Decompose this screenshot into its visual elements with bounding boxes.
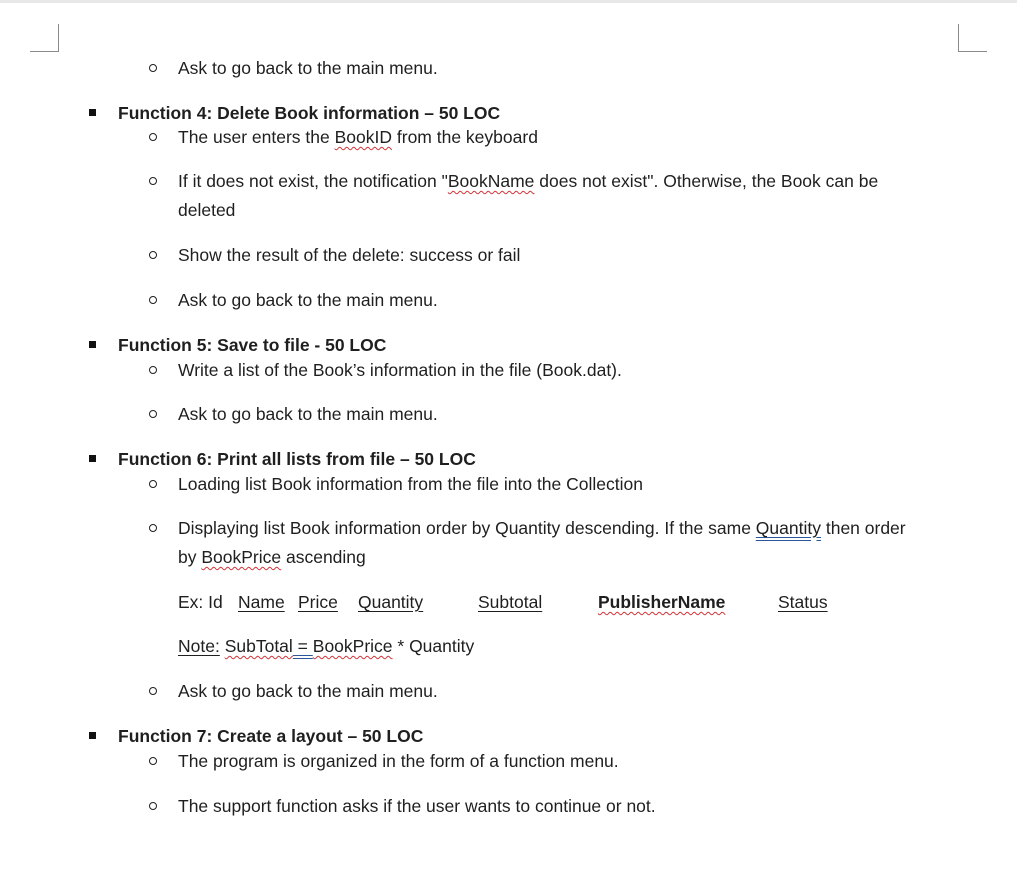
function-4-heading: Function 4: Delete Book information – 50 LOC — [118, 103, 501, 123]
note-line — [178, 634, 474, 658]
note-rest: * Quantity — [392, 636, 475, 656]
circle-bullet — [149, 296, 157, 304]
bookid-word: BookID — [334, 127, 393, 147]
list-item-enter-bookid — [178, 125, 538, 149]
list-item-delete-result: Show the result of the delete: success or fail — [178, 245, 521, 265]
list-item-displaying — [178, 516, 906, 540]
text-segment: ascending — [281, 547, 366, 567]
circle-bullet — [149, 251, 157, 259]
list-item-back-menu-2: Ask to go back to the main menu. — [178, 290, 438, 310]
list-item-back-menu-3: Ask to go back to the main menu. — [178, 404, 438, 424]
circle-bullet — [149, 410, 157, 418]
bookname-word: BookName — [447, 171, 535, 191]
circle-bullet — [149, 802, 157, 810]
text-segment: then order — [820, 518, 906, 538]
text-segment: from the keyboard — [392, 127, 538, 147]
list-item-not-exist — [178, 169, 878, 193]
example-columns — [178, 590, 878, 614]
list-item-write-file: Write a list of the Book’s information in the file (Book.dat). — [178, 360, 622, 380]
example-subtotal: Subtotal — [478, 592, 543, 612]
list-item-continue: The support function asks if the user wants to continue or not. — [178, 796, 656, 816]
bookprice-word: BookPrice — [201, 547, 282, 567]
function-7-heading: Function 7: Create a layout – 50 LOC — [118, 726, 424, 746]
circle-bullet — [149, 133, 157, 141]
text-segment: If it does not exist, the notification " — [178, 171, 448, 191]
circle-bullet — [149, 480, 157, 488]
circle-bullet — [149, 177, 157, 185]
margin-corner-left — [30, 24, 59, 52]
circle-bullet — [149, 366, 157, 374]
example-label: Ex: Id — [178, 592, 223, 612]
text-segment: by — [178, 547, 202, 567]
list-item-displaying-cont — [178, 545, 366, 569]
function-5-heading: Function 5: Save to file - 50 LOC — [118, 335, 387, 355]
quantity-word: Quantity — [755, 518, 821, 538]
note-equals: = — [292, 636, 313, 656]
note-subtotal: SubTotal — [224, 636, 293, 656]
example-price: Price — [298, 592, 338, 612]
function-6-heading: Function 6: Print all lists from file – 50 LOC — [118, 449, 476, 469]
list-item-back-menu-4: Ask to go back to the main menu. — [178, 681, 438, 701]
circle-bullet — [149, 687, 157, 695]
circle-bullet — [149, 757, 157, 765]
example-status: Status — [778, 592, 828, 612]
text-segment: The user enters the — [178, 127, 335, 147]
list-item-function-menu: The program is organized in the form of a function menu. — [178, 751, 619, 771]
list-item-loading: Loading list Book information from the file into the Collection — [178, 474, 643, 494]
square-bullet — [89, 455, 96, 462]
square-bullet — [89, 732, 96, 739]
top-edge — [0, 0, 1017, 3]
text-segment: does not exist". Otherwise, the Book can be — [534, 171, 879, 191]
margin-corner-right — [958, 24, 987, 52]
square-bullet — [89, 341, 96, 348]
example-publishername: PublisherName — [598, 592, 726, 612]
square-bullet — [89, 109, 96, 116]
circle-bullet — [149, 64, 157, 72]
text-segment: Displaying list Book information order by Quantity descending. If the same — [178, 518, 756, 538]
example-quantity: Quantity — [358, 592, 424, 612]
list-item-not-exist-cont: deleted — [178, 200, 236, 220]
circle-bullet — [149, 524, 157, 532]
list-item-back-menu-1: Ask to go back to the main menu. — [178, 58, 438, 78]
note-bookprice: BookPrice — [312, 636, 393, 656]
example-name: Name — [238, 592, 285, 612]
note-label: Note: — [178, 636, 220, 656]
